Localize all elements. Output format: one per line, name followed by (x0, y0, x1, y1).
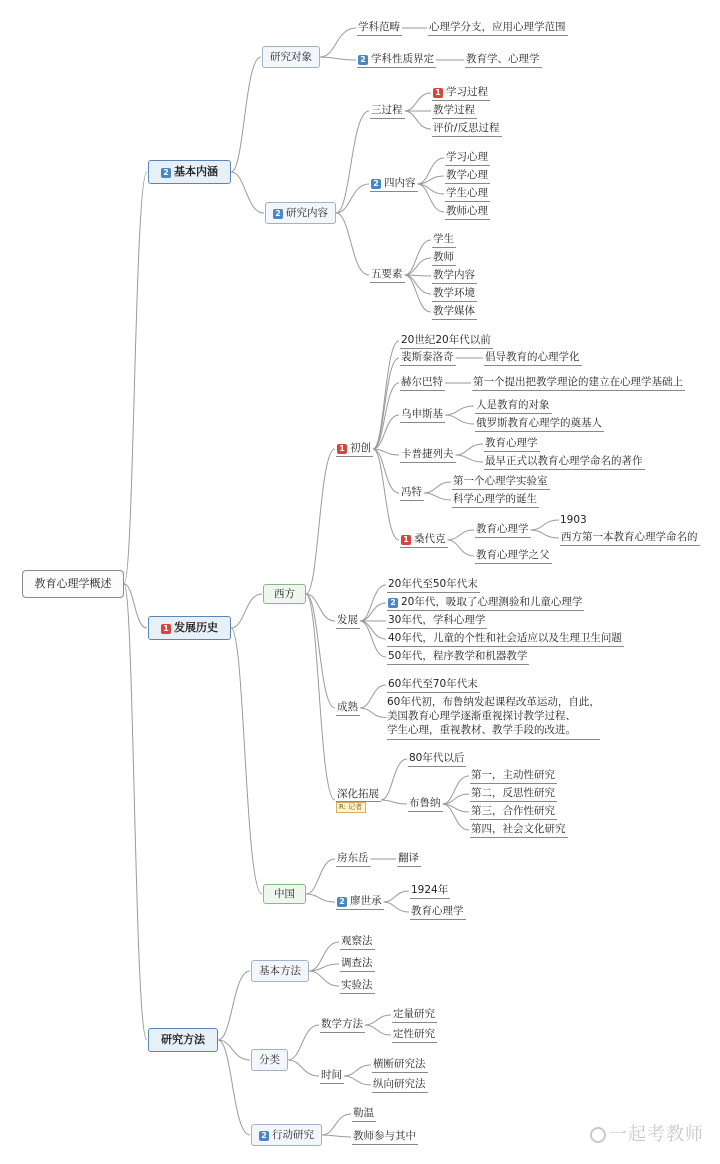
connector-node-methods-node-action (218, 1040, 250, 1135)
connector-classify-math-math-item-0 (365, 1015, 391, 1025)
deep-after[interactable]: 80年代以后 (408, 751, 466, 767)
connector-node-basic-node-object (231, 57, 261, 172)
china-liao-book[interactable]: 教育心理学 (410, 904, 466, 920)
priority-2-icon: 2 (358, 55, 368, 65)
node-history[interactable] (148, 616, 231, 640)
priority-1-icon: 1 (401, 535, 411, 545)
connector-node-four-four-item-0 (418, 158, 445, 184)
node-mature[interactable]: 成熟 (336, 700, 360, 716)
priority-1-icon: 1 (337, 444, 347, 454)
five-item-2[interactable]: 教学内容 (432, 268, 477, 284)
connector-node-early-early-wundt (373, 449, 399, 493)
china-liao[interactable] (336, 894, 384, 910)
connector-deep-bruner-deep-item-0 (443, 776, 470, 804)
ushinsky-item-1[interactable]: 俄罗斯教育心理学的奠基人 (475, 416, 604, 432)
thorndike-father[interactable]: 教育心理学之父 (475, 548, 552, 564)
connector-node-basic-node-content (231, 172, 264, 213)
connector-node-classify-classify-time (288, 1060, 319, 1076)
connector-early-kapterev-kapterev-item-1 (456, 455, 484, 462)
node-object[interactable]: 研究对象 (262, 46, 320, 68)
five-item-0[interactable]: 学生 (432, 232, 456, 248)
connector-node-china-china-fang (306, 859, 335, 894)
connector-classify-time-time-item-1 (344, 1076, 371, 1085)
three-item-0[interactable] (432, 85, 490, 101)
connector-node-history-node-china (231, 628, 262, 894)
mature-desc-line-2: 学生心理，重视教材、教学手段的改进。 (387, 724, 576, 736)
connector-node-action-action-item-0 (322, 1114, 351, 1135)
five-item-3[interactable]: 教学环境 (432, 286, 477, 302)
five-item-4[interactable]: 教学媒体 (432, 304, 477, 320)
node-three[interactable]: 三过程 (370, 103, 405, 119)
deep-item-1[interactable]: 第二，反思性研究 (470, 786, 557, 802)
priority-2-icon: 2 (388, 598, 398, 608)
root-node[interactable]: 教育心理学概述 (22, 570, 124, 598)
node-methods[interactable]: 研究方法 (148, 1028, 218, 1052)
node-basic-label: 基本内涵 (174, 165, 218, 178)
connector-node-dev-dev-item-1 (360, 603, 386, 621)
connector-early-ushinsky-ushinsky-item-1 (445, 415, 474, 424)
node-nature-value[interactable]: 教育学、心理学 (465, 52, 542, 68)
math-item-0[interactable]: 定量研究 (392, 1007, 437, 1023)
dev-item-0[interactable]: 20年代至50年代末 (387, 577, 480, 593)
connector-node-classify-classify-math (288, 1025, 319, 1060)
four-item-3[interactable]: 教师心理 (445, 204, 490, 220)
priority-2-icon: 2 (337, 897, 347, 907)
connector-node-deep-deep-after (381, 759, 407, 800)
connector-early-wundt-wundt-item-1 (424, 493, 451, 500)
connector-node-history-node-west (231, 594, 262, 628)
china-liao-label: 廖世承 (350, 895, 382, 907)
early-herbart[interactable]: 赫尔巴特 (400, 375, 445, 391)
kapterev-item-1[interactable]: 最早正式以教育心理学命名的著作 (484, 454, 645, 470)
dev-item-1-label: 20年代，吸取了心理测验和儿童心理学 (401, 596, 583, 608)
early-thorndike-label: 桑代克 (414, 533, 446, 545)
connector-thorndike-book-thorndike-year (531, 520, 560, 530)
node-classify[interactable]: 分类 (251, 1049, 288, 1071)
kapterev-item-0[interactable]: 教育心理学 (484, 436, 540, 452)
early-before[interactable]: 20世纪20年代以前 (400, 333, 493, 349)
connector-node-mature-mature-desc (360, 708, 386, 718)
three-item-2[interactable]: 评价/反思过程 (432, 121, 502, 137)
basic-method-2[interactable]: 实验法 (340, 978, 375, 994)
deep-item-3[interactable]: 第四，社会文化研究 (470, 822, 568, 838)
connector-node-west-node-deep (306, 594, 335, 800)
priority-2-icon: 2 (273, 209, 283, 219)
basic-method-1[interactable]: 调查法 (340, 956, 375, 972)
note-tag: R: 记者 (336, 802, 366, 813)
node-field[interactable]: 学科范畴 (357, 20, 402, 36)
deep-bruner[interactable]: 布鲁纳 (408, 796, 443, 812)
connector-classify-time-time-item-0 (344, 1065, 371, 1076)
three-item-1[interactable]: 教学过程 (432, 103, 477, 119)
classify-time[interactable]: 时间 (320, 1068, 344, 1084)
connector-node-content-node-five (336, 213, 369, 275)
early-herbart-value[interactable]: 第一个提出把教学理论的建立在心理学基础上 (472, 375, 685, 391)
connector-node-content-node-three (336, 111, 369, 213)
node-dev[interactable]: 发展 (336, 613, 360, 629)
early-pestalozzi-value[interactable]: 倡导教育的心理学化 (484, 350, 582, 366)
node-basic[interactable] (148, 160, 231, 184)
connector-thorndike-book-thorndike-first (531, 530, 560, 538)
node-early[interactable] (336, 441, 373, 457)
connector-early-thorndike-thorndike-book (448, 530, 475, 540)
dev-item-1[interactable] (387, 595, 584, 611)
early-ushinsky[interactable]: 乌申斯基 (400, 407, 445, 423)
china-fang[interactable]: 房东岳 (336, 851, 371, 867)
connector-node-early-early-thorndike (373, 449, 399, 540)
node-action-label: 行动研究 (272, 1129, 314, 1141)
connector-early-ushinsky-ushinsky-item-0 (445, 406, 474, 415)
ushinsky-item-0[interactable]: 人是教育的对象 (475, 398, 552, 414)
watermark-text: 一起考教师 (609, 1124, 704, 1145)
node-nature[interactable] (357, 52, 436, 68)
mature-desc[interactable] (387, 695, 600, 740)
node-nature-label: 学科性质界定 (371, 53, 434, 65)
early-kapterev[interactable]: 卡普捷列夫 (400, 447, 456, 463)
connector-node-basic-methods-basic-method-2 (309, 971, 339, 986)
connector-node-deep-deep-bruner (381, 800, 407, 804)
watermark (590, 1120, 704, 1146)
connector-node-methods-node-classify (218, 1040, 250, 1060)
wechat-icon (590, 1127, 606, 1143)
connector-node-three-three-item-2 (405, 111, 432, 129)
china-fang-value[interactable]: 翻译 (397, 851, 421, 867)
dev-item-2[interactable]: 30年代，学科心理学 (387, 613, 487, 629)
four-item-2[interactable]: 学生心理 (445, 186, 490, 202)
connector-node-five-five-item-0 (405, 240, 432, 275)
math-item-1[interactable]: 定性研究 (392, 1027, 437, 1043)
node-content-label: 研究内容 (286, 207, 328, 219)
connector-node-three-three-item-0 (405, 93, 432, 111)
china-liao-year[interactable]: 1924年 (410, 883, 450, 899)
wundt-item-0[interactable]: 第一个心理学实验室 (452, 474, 550, 490)
node-basic-methods[interactable]: 基本方法 (251, 960, 309, 982)
connector-node-methods-node-basic-methods (218, 971, 250, 1040)
node-history-label: 发展历史 (174, 621, 218, 634)
connector-root-node-node-methods (124, 584, 147, 1040)
classify-math[interactable]: 数学方法 (320, 1017, 365, 1033)
connector-node-west-node-mature (306, 594, 335, 708)
deep-item-0[interactable]: 第一，主动性研究 (470, 768, 557, 784)
basic-method-0[interactable]: 观察法 (340, 934, 375, 950)
three-item-0-label: 学习过程 (446, 86, 488, 98)
early-pestalozzi[interactable]: 裴斯泰洛奇 (400, 350, 456, 366)
connector-node-west-node-early (306, 449, 335, 594)
node-four[interactable] (370, 176, 418, 192)
dev-item-3[interactable]: 40年代，儿童的个性和社会适应以及生理卫生问题 (387, 631, 624, 647)
node-action[interactable] (251, 1124, 322, 1146)
node-field-value[interactable]: 心理学分支，应用心理学范围 (428, 20, 568, 36)
priority-2-icon: 2 (259, 1131, 269, 1141)
connector-china-liao-china-liao-book (384, 902, 410, 912)
connector-classify-math-math-item-1 (365, 1025, 391, 1035)
priority-2-icon: 2 (161, 168, 171, 178)
connector-node-four-four-item-3 (418, 184, 445, 212)
four-item-1[interactable]: 教学心理 (445, 168, 490, 184)
wundt-item-1[interactable]: 科学心理学的诞生 (452, 492, 539, 508)
thorndike-year[interactable]: 1903 (560, 514, 587, 526)
connector-china-liao-china-liao-year (384, 891, 410, 902)
node-four-label: 四内容 (384, 177, 416, 189)
node-early-label: 初创 (350, 442, 371, 454)
node-china[interactable]: 中国 (263, 884, 306, 904)
node-west[interactable]: 西方 (263, 584, 306, 604)
action-item-1[interactable]: 教师参与其中 (352, 1129, 418, 1145)
deep-item-2[interactable]: 第三，合作性研究 (470, 804, 557, 820)
node-deep-label: 深化拓展 (337, 788, 379, 800)
time-item-0[interactable]: 横断研究法 (372, 1057, 428, 1073)
connector-node-five-five-item-1 (405, 258, 432, 275)
connector-early-thorndike-thorndike-father (448, 540, 475, 556)
early-thorndike[interactable] (400, 532, 448, 548)
dev-item-4[interactable]: 50年代，程序教学和机器教学 (387, 649, 529, 665)
time-item-1[interactable]: 纵向研究法 (372, 1077, 428, 1093)
connector-node-early-early-pestalozzi (373, 358, 399, 449)
mature-desc-line-0: 60年代初，布鲁纳发起课程改革运动，自此， (387, 696, 600, 708)
connector-node-object-node-field (320, 28, 356, 57)
connector-node-action-action-item-1 (322, 1135, 351, 1137)
connector-node-five-five-item-3 (405, 275, 432, 294)
priority-2-icon: 2 (371, 179, 381, 189)
connector-early-wundt-wundt-item-0 (424, 482, 451, 493)
connector-node-mature-mature-period (360, 685, 386, 708)
four-item-0[interactable]: 学习心理 (445, 150, 490, 166)
connector-early-kapterev-kapterev-item-0 (456, 444, 484, 455)
priority-1-icon: 1 (433, 88, 443, 98)
action-item-0[interactable]: 勒温 (352, 1106, 376, 1122)
thorndike-book[interactable]: 教育心理学 (475, 522, 531, 538)
connector-node-object-node-nature (320, 57, 356, 60)
mature-desc-line-1: 美国教育心理学逐渐重视探讨教学过程、 (387, 710, 576, 722)
connector-node-dev-dev-item-3 (360, 621, 386, 639)
node-five[interactable]: 五要素 (370, 267, 405, 283)
node-deep[interactable] (336, 787, 381, 813)
early-wundt[interactable]: 冯特 (400, 485, 424, 501)
node-content[interactable] (265, 202, 336, 224)
connector-node-china-china-liao (306, 894, 335, 902)
connector-deep-bruner-deep-item-3 (443, 804, 470, 830)
priority-1-icon: 1 (161, 624, 171, 634)
five-item-1[interactable]: 教师 (432, 250, 456, 266)
thorndike-first[interactable]: 西方第一本教育心理学命名的 (560, 530, 700, 546)
mature-period[interactable]: 60年代至70年代末 (387, 677, 480, 693)
connector-root-node-node-basic (124, 172, 147, 584)
